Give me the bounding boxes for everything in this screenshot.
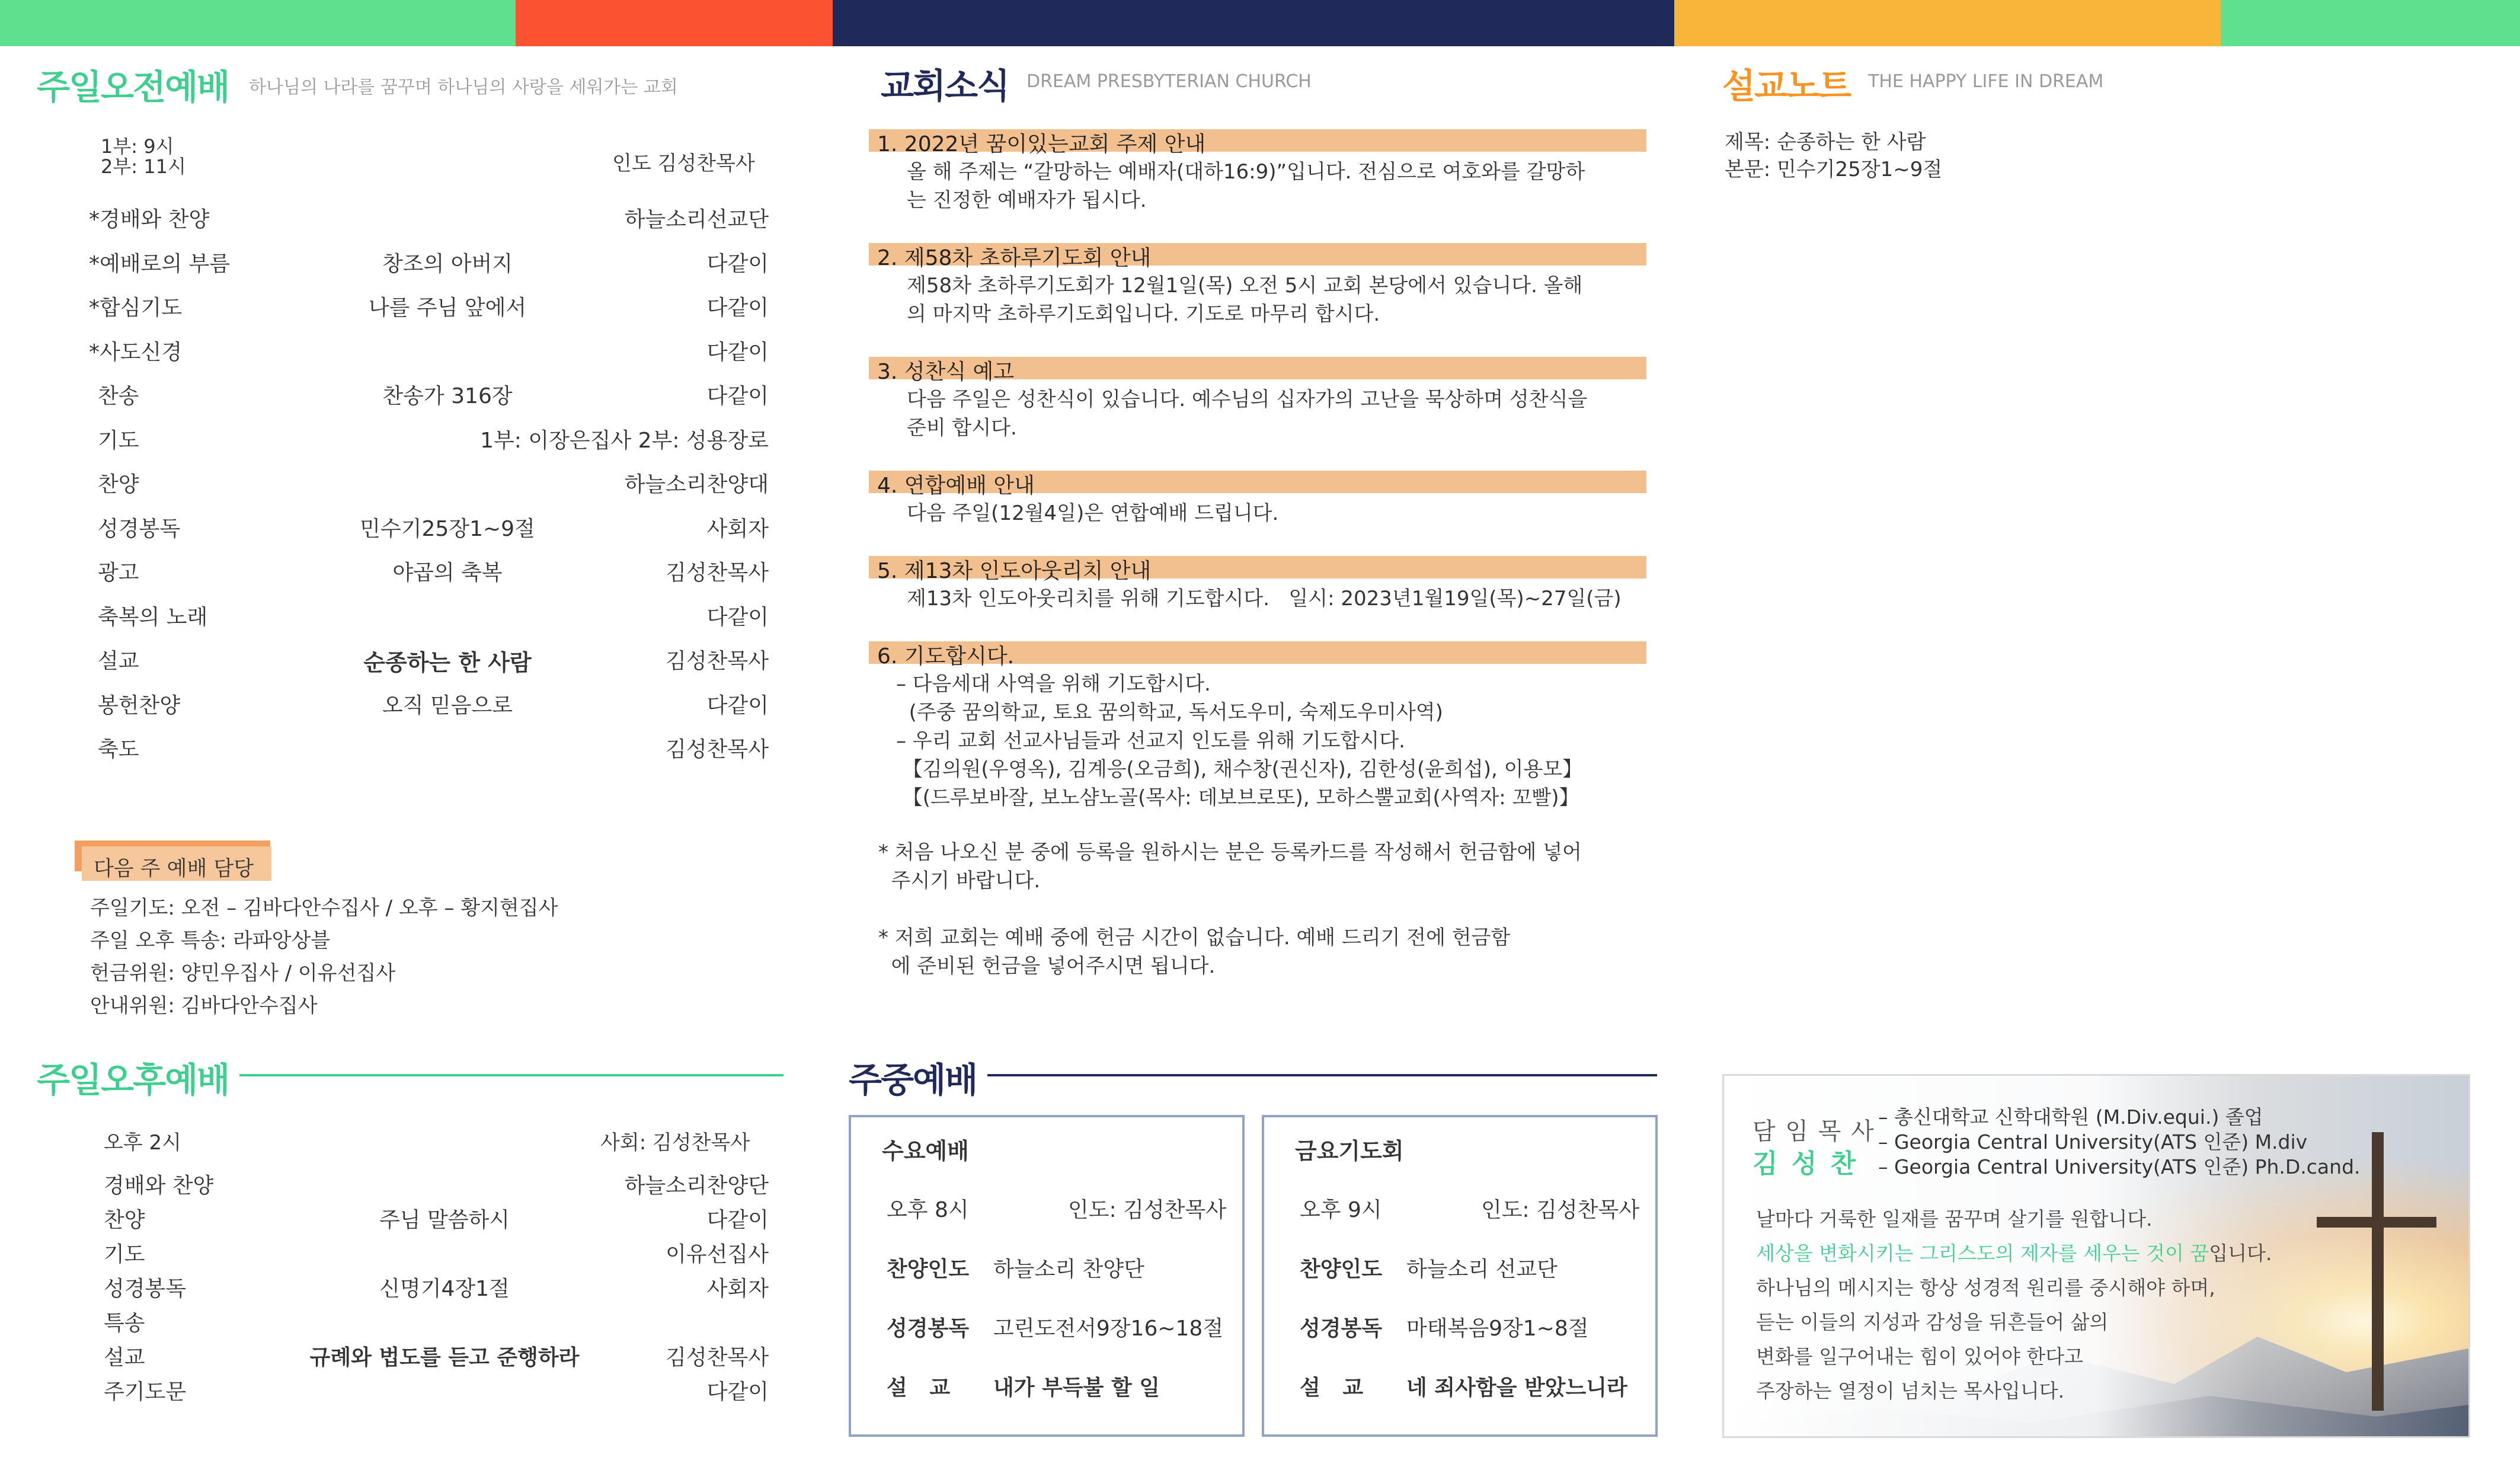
pastor-name: 김 성 찬 <box>1753 1149 1859 1179</box>
afternoon-row <box>0 1169 770 1204</box>
pastor-bio-text: 변화를 일구어내는 힘이 있어야 한다고 <box>1756 1345 2084 1368</box>
worship-item: 경배와 찬양 <box>104 1174 214 1198</box>
worship-content: 규례와 법도를 듣고 준행하라 <box>309 1346 580 1370</box>
news-line: 제58차 초하루기도회가 12월1일(목) 오전 5시 교회 본당에서 있습니다. 올해 <box>907 274 1583 298</box>
worship-item: *사도신경 <box>89 340 183 365</box>
next-week-label-text: 다음 주 예배 담당 <box>94 857 254 881</box>
sermon-note-title: 설교노트 <box>1722 66 1851 106</box>
friday-praise-value: 하늘소리 선교단 <box>1406 1257 1558 1282</box>
news-note-line: 주시기 바랍니다. <box>878 869 1041 893</box>
worship-person: 사회자 <box>706 1277 769 1301</box>
friday-reading-value: 마태복음9장1~8절 <box>1406 1316 1589 1341</box>
wednesday-praise-label: 찬양인도 <box>887 1257 970 1282</box>
friday-time: 오후 9시 <box>1300 1198 1382 1222</box>
next-week-line: 주일 오후 특송: 라파앙상블 <box>90 929 331 953</box>
worship-content: 야곱의 축복 <box>392 561 503 585</box>
pastor-bio-line <box>1756 1204 2153 1232</box>
wednesday-reading-value: 고린도전서9장16~18절 <box>993 1316 1224 1341</box>
worship-item: *경배와 찬양 <box>89 207 210 232</box>
top-bar-yellow <box>1674 0 2221 46</box>
afternoon-row <box>0 1375 770 1411</box>
news-line: (주중 꿈의학교, 토요 꿈의학교, 독서도우미, 숙제도우미사역) <box>896 701 1443 724</box>
worship-person: 김성찬목사 <box>666 561 769 585</box>
news-list <box>0 0 1659 1008</box>
news-line: – 우리 교회 선교사님들과 선교지 인도를 위해 기도합시다. <box>896 729 1405 753</box>
worship-person: 김성찬목사 <box>666 649 769 673</box>
wednesday-leader: 인도: 김성찬목사 <box>1068 1198 1227 1222</box>
wednesday-reading-label: 성경봉독 <box>887 1316 970 1341</box>
news-line: 준비 합시다. <box>907 416 1017 440</box>
news-line: 올 해 주제는 “갈망하는 예배자(대하16:9)”입니다. 전심으로 여호와를 갈망하 <box>907 160 1585 184</box>
next-week-line: 주일기도: 오전 – 김바다안수집사 / 오후 – 황지현집사 <box>90 896 558 920</box>
news-heading: 1. 2022년 꿈이있는교회 주제 안내 <box>877 132 1206 156</box>
pastor-bio-line <box>1756 1273 2215 1300</box>
pastor-bio-text: 하나님의 메시지는 항상 성경적 원리를 중시해야 하며, <box>1756 1276 2215 1299</box>
worship-item: 축복의 노래 <box>98 605 208 629</box>
wednesday-time: 오후 8시 <box>887 1198 969 1222</box>
wednesday-sermon-value: 내가 부득불 할 일 <box>993 1376 1160 1400</box>
midweek-title-rule <box>987 1074 1657 1076</box>
friday-sermon-label: 설 교 <box>1300 1376 1364 1400</box>
friday-service-box <box>1262 1115 1658 1437</box>
service-time-2: 2부: 11시 <box>101 155 186 178</box>
worship-person: 다같이 <box>706 384 769 408</box>
pastor-bio-line <box>1756 1376 2064 1404</box>
pastor-role: 담 임 목 사 <box>1753 1118 1875 1145</box>
worship-item: 설교 <box>98 649 139 673</box>
worship-person: 다같이 <box>706 296 769 320</box>
service-time-1: 1부: 9시 <box>101 135 174 158</box>
pastor-bio-text: 주장하는 열정이 넘치는 목사입니다. <box>1756 1379 2065 1402</box>
worship-person: 다같이 <box>706 340 769 365</box>
afternoon-leader: 사회: 김성찬목사 <box>600 1131 750 1155</box>
wednesday-service-box <box>849 1115 1245 1437</box>
friday-sermon-value: 네 죄사함을 받았느니라 <box>1406 1376 1627 1400</box>
worship-item: 찬양 <box>98 472 139 497</box>
worship-person: 다같이 <box>706 1380 769 1404</box>
worship-item: 기도 <box>104 1242 145 1267</box>
news-heading: 6. 기도합시다. <box>877 644 1015 669</box>
worship-person: 다같이 <box>706 251 769 276</box>
next-week-line: 안내위원: 김바다안수집사 <box>90 994 318 1018</box>
morning-service-title: 주일오전예배 <box>37 67 229 107</box>
worship-content: 찬송가 316장 <box>382 384 513 408</box>
worship-person: 김성찬목사 <box>666 1346 769 1370</box>
news-note-line: * 저희 교회는 예배 중에 헌금 시간이 없습니다. 예배 드리기 전에 헌금함 <box>878 926 1511 950</box>
afternoon-row <box>0 1341 770 1376</box>
pastor-bio-line <box>1756 1341 2083 1369</box>
worship-item: 찬송 <box>98 384 139 408</box>
pastor-card <box>1722 1074 2470 1438</box>
worship-person: 하늘소리선교단 <box>624 207 769 232</box>
pastor-bio-text: 입니다. <box>2209 1242 2272 1265</box>
worship-person: 사회자 <box>706 516 769 541</box>
worship-content: 민수기25장1~9절 <box>360 516 535 541</box>
friday-leader: 인도: 김성찬목사 <box>1481 1198 1640 1222</box>
afternoon-service-title: 주일오후예배 <box>37 1060 229 1100</box>
news-title: 교회소식 <box>881 66 1009 106</box>
news-subtitle: DREAM PRESBYTERIAN CHURCH <box>1026 71 1312 92</box>
worship-content: 오직 믿음으로 <box>382 693 513 718</box>
midweek-title: 주중예배 <box>849 1060 977 1100</box>
pastor-bio-line <box>1756 1307 2108 1335</box>
news-heading: 2. 제58차 초하루기도회 안내 <box>877 246 1152 270</box>
worship-item: 성경봉독 <box>104 1277 187 1301</box>
news-line: 다음 주일은 성찬식이 있습니다. 예수님의 십자가의 고난을 묵상하며 성찬식을 <box>907 388 1588 411</box>
worship-content: 주님 말씀하시 <box>379 1208 510 1232</box>
wednesday-sermon-label: 설 교 <box>887 1376 951 1400</box>
news-heading: 4. 연합예배 안내 <box>877 474 1035 498</box>
worship-item: 찬양 <box>104 1208 145 1232</box>
worship-item: 축도 <box>98 737 139 762</box>
news-heading: 3. 성찬식 예고 <box>877 360 1015 384</box>
worship-person: 다같이 <box>706 693 769 718</box>
worship-item: 봉헌찬양 <box>98 693 181 718</box>
pastor-bio <box>1756 1204 2349 1417</box>
news-heading: 5. 제13차 인도아웃리치 안내 <box>877 559 1152 583</box>
worship-content: 창조의 아버지 <box>382 251 513 276</box>
news-line: 는 진정한 예배자가 됩시다. <box>907 188 1147 212</box>
worship-item: 주기도문 <box>104 1380 187 1404</box>
afternoon-row <box>0 1306 770 1342</box>
worship-item: 특송 <box>104 1311 145 1335</box>
news-note-line: 에 준비된 헌금을 넣어주시면 됩니다. <box>878 954 1216 978</box>
service-leader: 인도 김성찬목사 <box>612 152 755 175</box>
wednesday-title: 수요예배 <box>882 1138 969 1164</box>
worship-content: 신명기4장1절 <box>379 1277 510 1301</box>
news-line: 의 마지막 초하루기도회입니다. 기도로 마무리 합시다. <box>907 302 1380 326</box>
afternoon-order-of-service <box>0 1169 770 1418</box>
worship-item: *합심기도 <box>89 296 183 320</box>
worship-content: 나를 주님 앞에서 <box>368 296 527 320</box>
worship-item: 성경봉독 <box>98 516 181 541</box>
pastor-bio-highlight: 세상을 변화시키는 그리스도의 제자를 세우는 것이 꿈 <box>1756 1242 2209 1265</box>
sermon-note-subtitle: THE HAPPY LIFE IN DREAM <box>1868 71 2104 92</box>
sermon-note-title-line: 제목: 순종하는 한 사람 <box>1725 130 1926 154</box>
wednesday-praise-value: 하늘소리 찬양단 <box>993 1257 1144 1282</box>
worship-content: 순종하는 한 사람 <box>363 650 532 676</box>
afternoon-row <box>0 1238 770 1273</box>
next-week-line: 헌금위원: 양민우집사 / 이유선집사 <box>90 961 396 985</box>
worship-person: 하늘소리찬양대 <box>624 472 769 497</box>
morning-service-subtitle: 하나님의 나라를 꿈꾸며 하나님의 사랑을 세워가는 교회 <box>249 77 678 98</box>
worship-person: 1부: 이장은집사 2부: 성용장로 <box>480 428 769 453</box>
afternoon-row <box>0 1272 770 1308</box>
news-line: 【김의원(우영옥), 김계응(오금희), 채수창(권신자), 김한성(윤희섭), 이용모】 <box>896 758 1583 781</box>
news-note-line: * 처음 나오신 분 중에 등록을 원하시는 분은 등록카드를 작성해서 헌금함에 넣어 <box>878 841 1582 864</box>
worship-person: 다같이 <box>706 1208 769 1232</box>
pastor-bio-text: 날마다 거룩한 일재를 꿈꾸며 살기를 원합니다. <box>1756 1207 2153 1231</box>
news-line: 제13차 인도아웃리치를 위해 기도합시다. 일시: 2023년1월19일(목)~27일(금) <box>907 587 1622 611</box>
news-line: 【(드루보바잘, 보노샴노골(목사: 데보브로또), 모하스뿔교회(사역자: 꼬빨)】 <box>896 786 1579 810</box>
pastor-credential: – Georgia Central University(ATS 인준) Ph.D.cand. <box>1878 1155 2361 1178</box>
news-line: 다음 주일(12월4일)은 연합예배 드립니다. <box>907 501 1279 525</box>
pastor-bio-line <box>1756 1238 2272 1266</box>
pastor-credentials <box>1878 1102 2465 1185</box>
worship-item: *예배로의 부름 <box>89 251 231 276</box>
sermon-note-text-line: 본문: 민수기25장1~9절 <box>1725 158 1943 181</box>
worship-item: 설교 <box>104 1346 145 1370</box>
pastor-credential: – 총신대학교 신학대학원 (M.Div.equi.) 졸업 <box>1878 1105 2263 1129</box>
afternoon-row <box>0 1203 770 1239</box>
friday-praise-label: 찬양인도 <box>1300 1257 1383 1282</box>
worship-item: 광고 <box>98 561 139 585</box>
pastor-credential: – Georgia Central University(ATS 인준) M.div <box>1878 1130 2308 1153</box>
worship-item: 기도 <box>98 428 139 453</box>
worship-person: 이유선집사 <box>666 1242 769 1267</box>
worship-person: 하늘소리찬양단 <box>624 1174 769 1198</box>
top-bar-green-right <box>2221 0 2520 46</box>
friday-reading-label: 성경봉독 <box>1300 1316 1383 1341</box>
news-line: – 다음세대 사역을 위해 기도합시다. <box>896 672 1211 696</box>
afternoon-time: 오후 2시 <box>104 1131 181 1155</box>
worship-person: 김성찬목사 <box>666 737 769 762</box>
pastor-bio-text: 듣는 이들의 지성과 감성을 뒤흔들어 삶의 <box>1756 1311 2109 1334</box>
afternoon-title-rule <box>239 1074 783 1076</box>
friday-title: 금요기도회 <box>1295 1138 1404 1164</box>
worship-person: 다같이 <box>706 605 769 629</box>
